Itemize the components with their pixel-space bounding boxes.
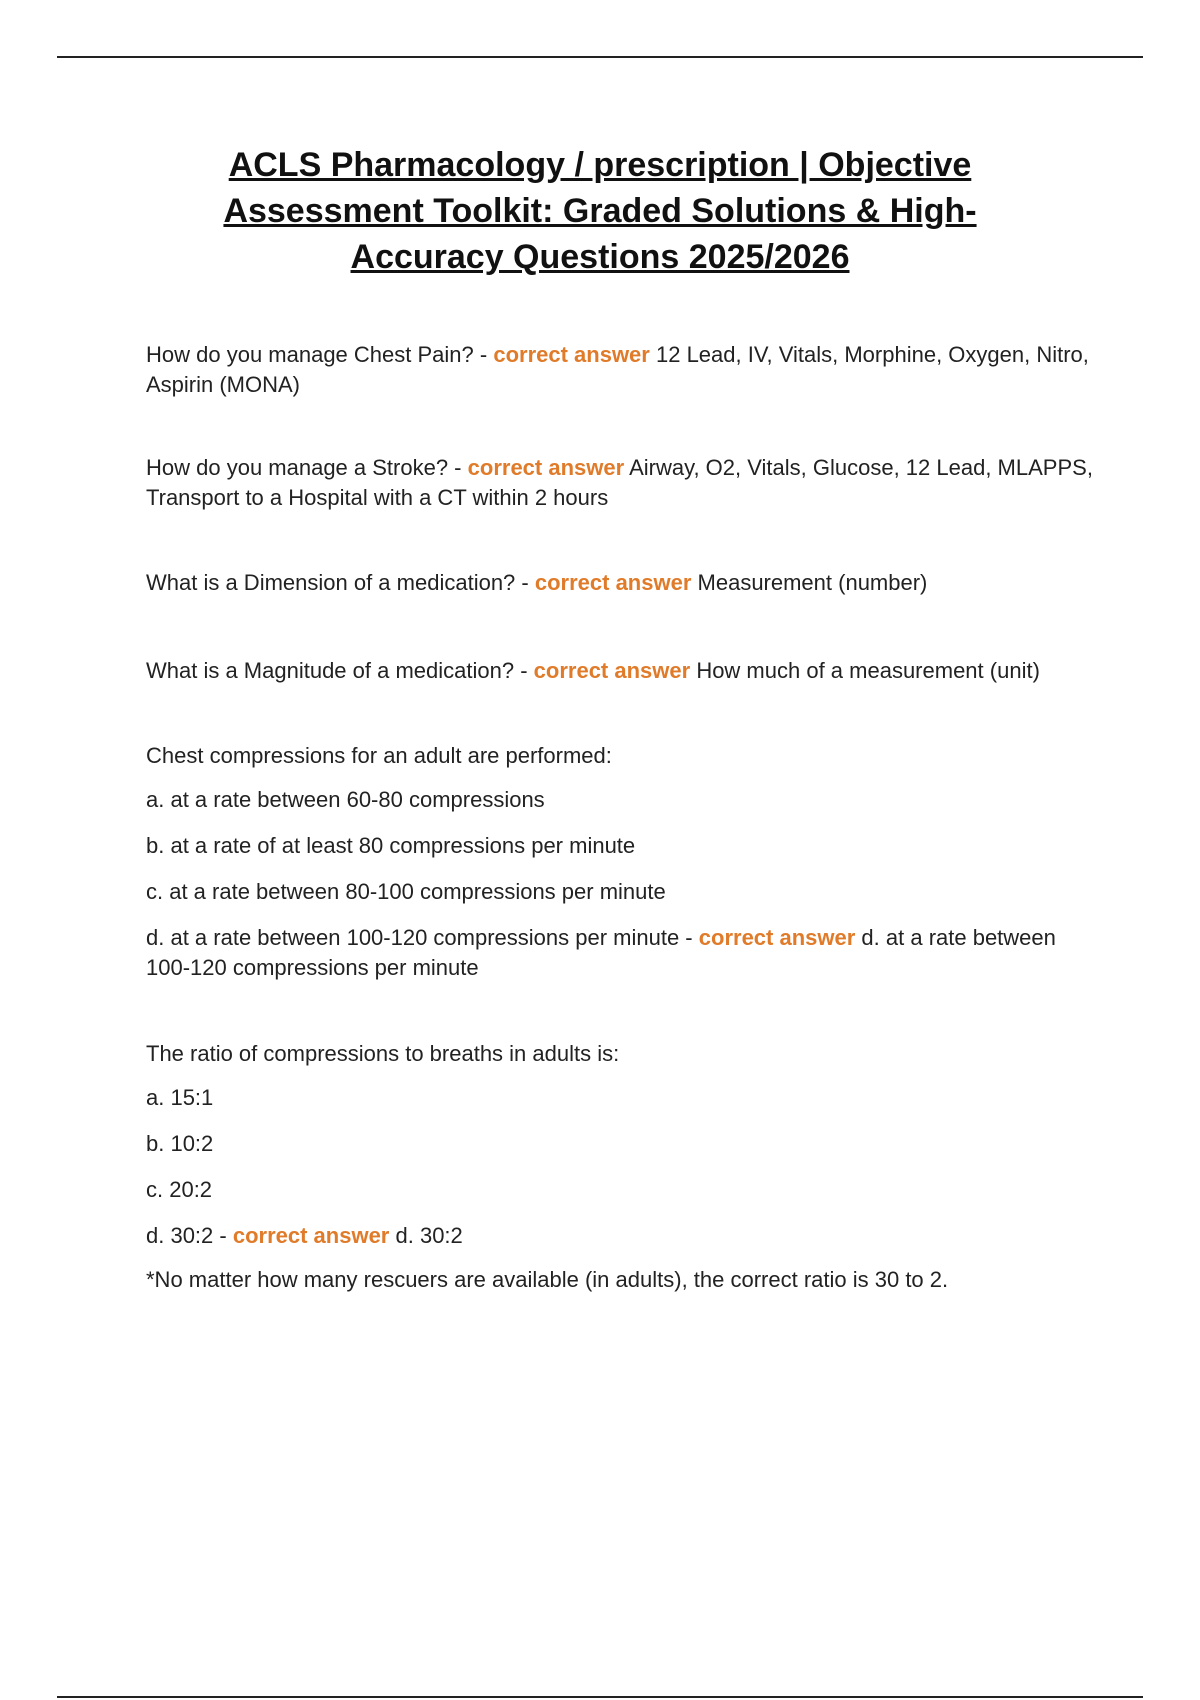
bottom-rule [57,1696,1143,1698]
mcq-option: b. 10:2 [146,1131,214,1156]
option-text: d. at a rate between 100-120 compressions per minute - [146,925,693,950]
question-text: How do you manage a Stroke? - [146,455,462,480]
ratio-note: *No matter how many rescuers are available (in adults), the correct ratio is 30 to 2. [146,1267,949,1292]
mcq-question: The ratio of compressions to breaths in adults is: [146,1041,620,1066]
qa-item [146,656,1096,686]
answer-text: Airway, O2, Vitals, Glucose, 12 Lead, MLAPPS, Transport to a Hospital with a CT within 2 hours [146,455,1093,510]
question-text: How do you manage Chest Pain? - [146,342,488,367]
mcq-option [146,923,1096,983]
mcq-option: a. 15:1 [146,1085,214,1110]
correct-answer-label: correct answer [698,925,856,950]
qa-item [146,340,1096,400]
mcq-option: b. at a rate of at least 80 compressions per minute [146,833,636,858]
mcq-option: c. at a rate between 80-100 compressions per minute [146,879,666,904]
top-rule [57,56,1143,58]
option-text: d. 30:2 - [146,1223,227,1248]
correct-answer-label: correct answer [467,455,625,480]
mcq-option: c. 20:2 [146,1177,213,1202]
document-body [146,340,1096,1317]
question-text: What is a Magnitude of a medication? - [146,658,528,683]
answer-text: d. at a rate between 100-120 compressions per minute [146,925,1056,980]
mcq-option: a. at a rate between 60-80 compressions [146,787,545,812]
mcq-question: Chest compressions for an adult are performed: [146,743,612,768]
question-text: What is a Dimension of a medication? - [146,570,529,595]
qa-item [146,568,1096,598]
answer-text: Measurement (number) [697,570,928,595]
answer-text: How much of a measurement (unit) [696,658,1040,683]
correct-answer-label: correct answer [493,342,650,367]
qa-item [146,453,1096,513]
mcq-ratio [146,1039,1096,1295]
answer-text: d. 30:2 [395,1223,463,1248]
mcq-compressions [146,741,1096,983]
correct-answer-label: correct answer [232,1223,390,1248]
page-title: ACLS Pharmacology / prescription | Objective Assessment Toolkit: Graded Solutions & High-Accuracy Questions 2025/2026 [223,146,977,276]
correct-answer-label: correct answer [533,658,691,683]
mcq-option [146,1221,1096,1251]
answer-text: 12 Lead, IV, Vitals, Morphine, Oxygen, Nitro, Aspirin (MONA) [146,342,1089,397]
correct-answer-label: correct answer [534,570,692,595]
